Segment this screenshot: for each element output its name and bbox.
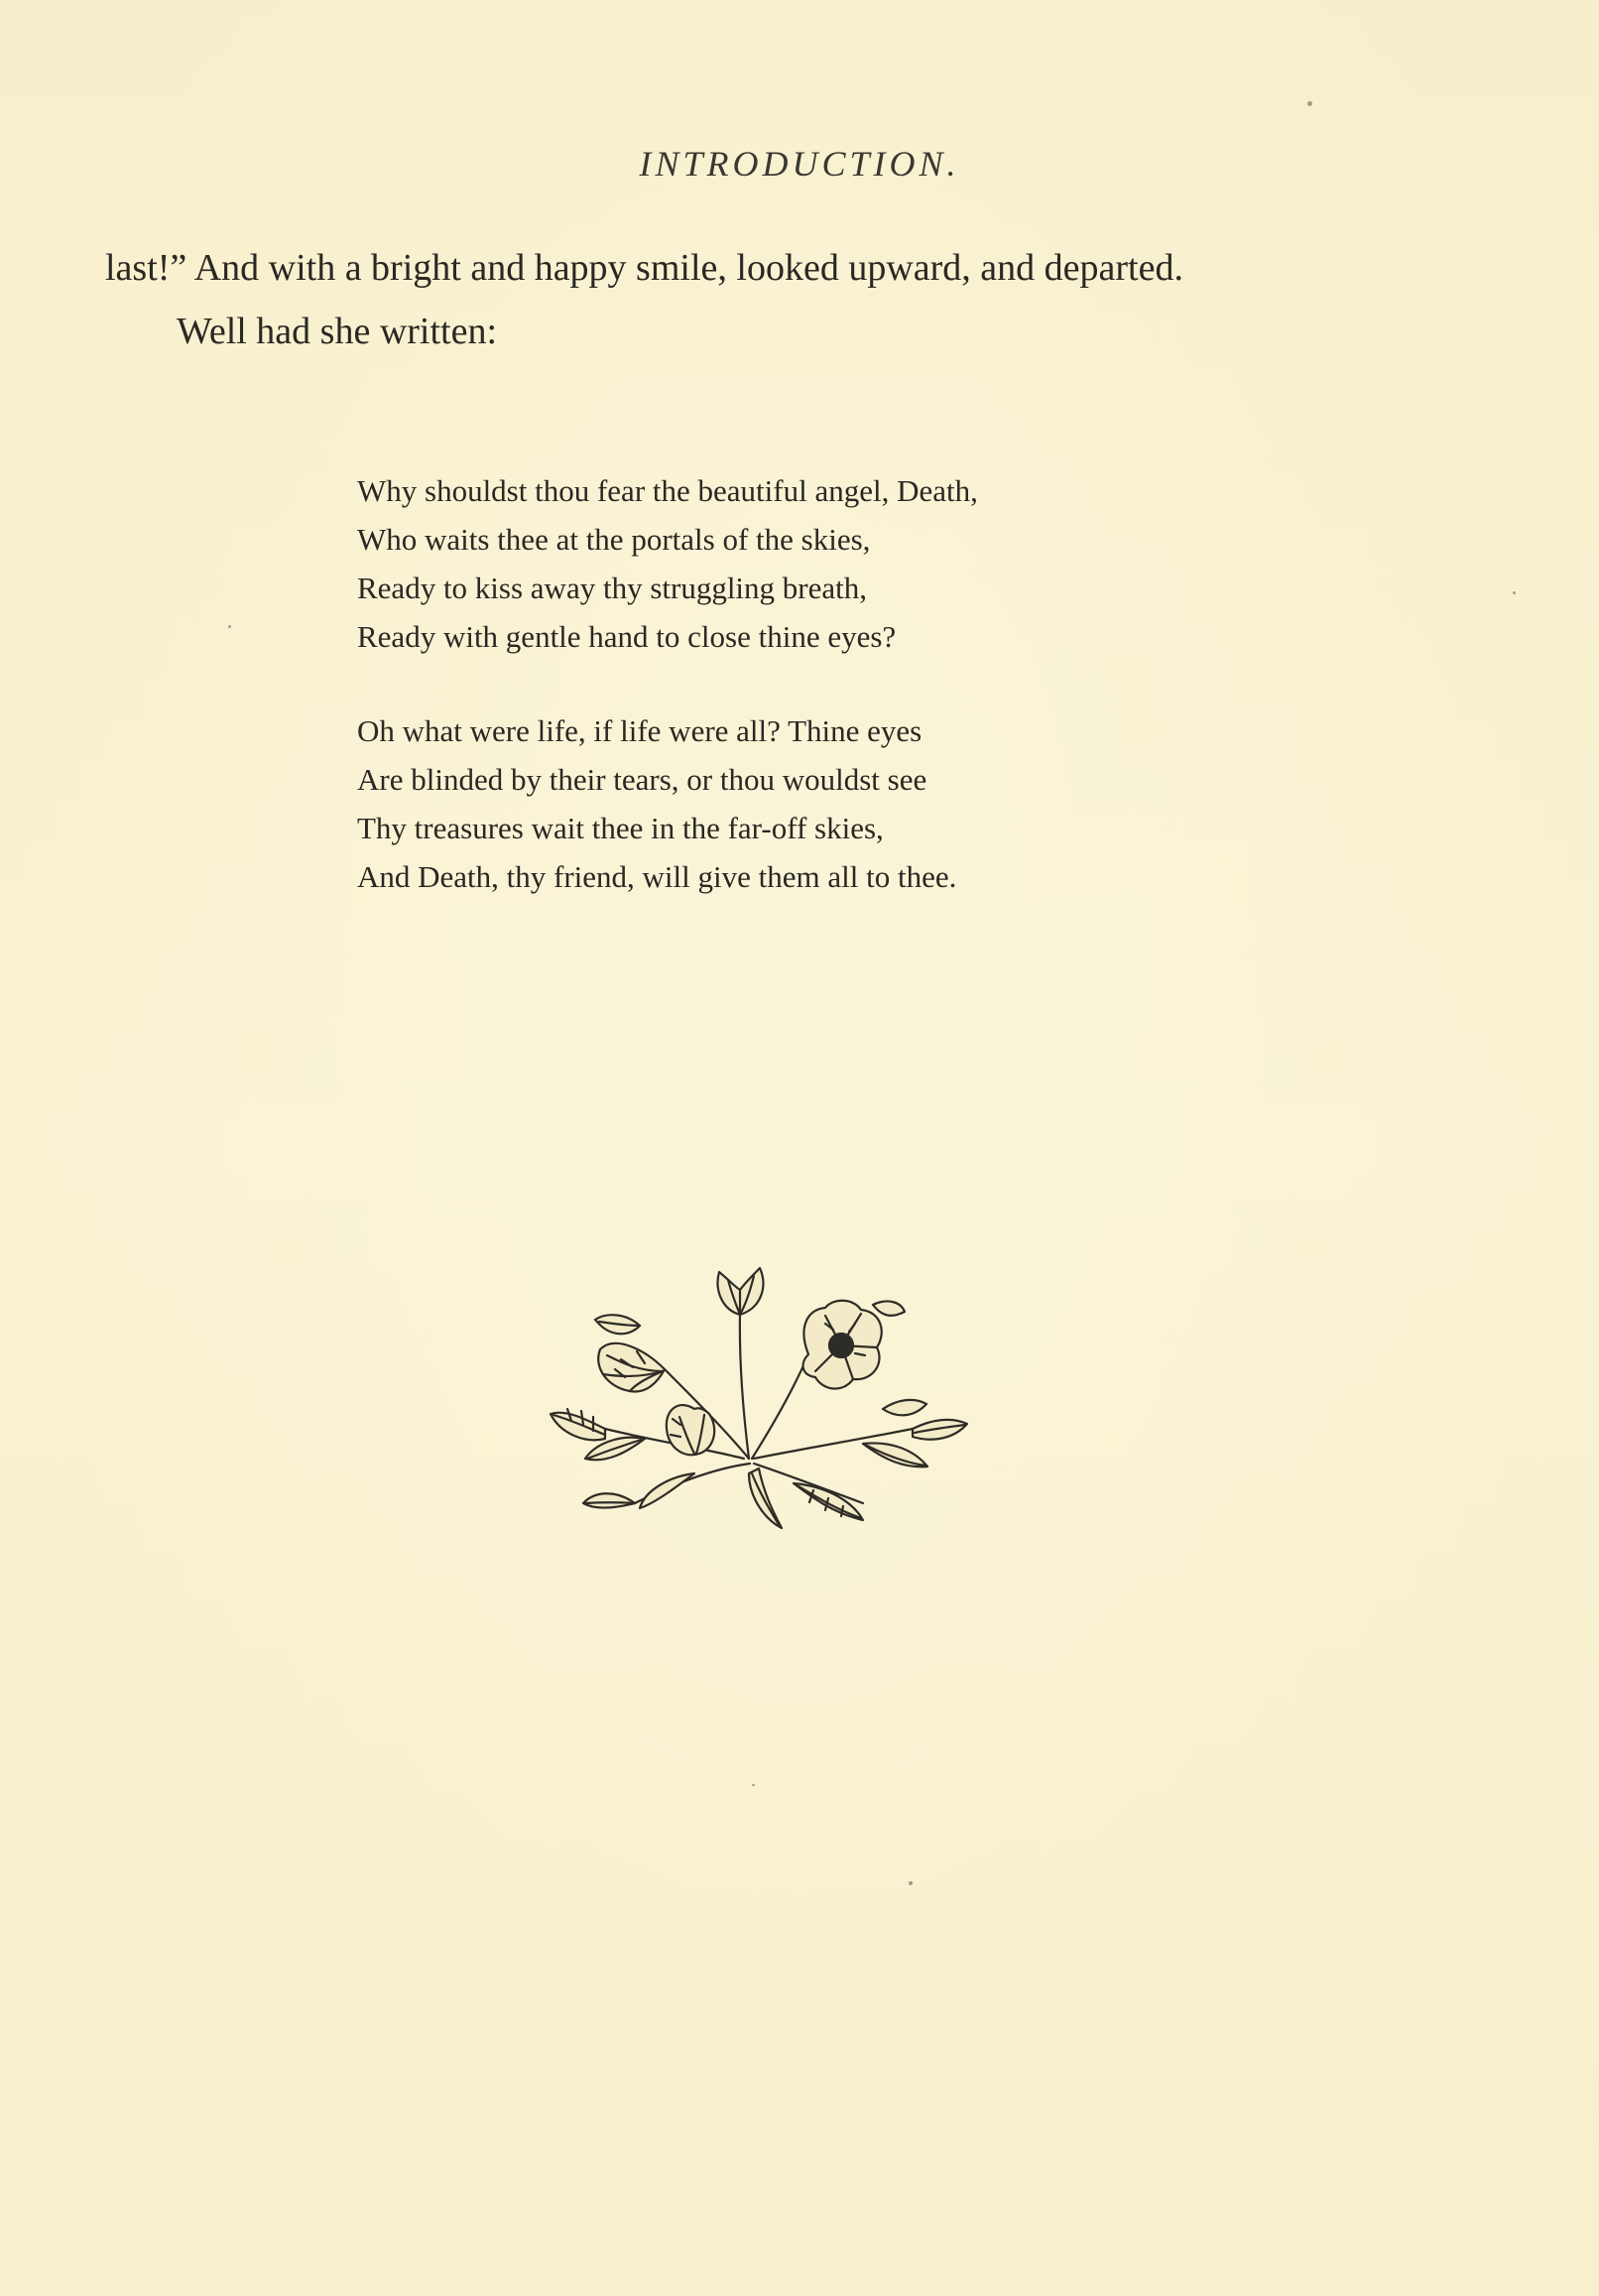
running-head: INTRODUCTION.: [639, 144, 960, 184]
poem: [357, 466, 1230, 947]
paper-speck: [752, 1784, 755, 1786]
poem-stanza: [357, 706, 1230, 901]
paper-speck: [1307, 101, 1312, 106]
prose-paragraph: last!” And with a bright and happy smile, looked upward, and departed.: [105, 247, 1183, 289]
poem-line: Are blinded by their tears, or thou wouldst see: [357, 762, 927, 797]
poem-line: Ready to kiss away thy struggling breath,: [357, 571, 867, 605]
poem-line: Ready with gentle hand to close thine eyes?: [357, 619, 897, 654]
poem-line: Oh what were life, if life were all? Thine eyes: [357, 713, 922, 748]
poem-line: Why shouldst thou fear the beautiful angel, Death,: [357, 473, 978, 508]
paper-speck: [909, 1881, 913, 1885]
poem-line: And Death, thy friend, will give them all to thee.: [357, 859, 957, 894]
floral-engraving-icon: [546, 1260, 972, 1538]
poem-line: Who waits thee at the portals of the skies,: [357, 522, 871, 557]
paper-speck: [1513, 591, 1516, 594]
prose-block: [105, 236, 1385, 363]
poem-line: Thy treasures wait thee in the far-off skies,: [357, 811, 884, 845]
prose-paragraph: Well had she written:: [177, 311, 498, 352]
paper-speck: [228, 625, 231, 628]
poem-stanza: [357, 466, 1230, 661]
